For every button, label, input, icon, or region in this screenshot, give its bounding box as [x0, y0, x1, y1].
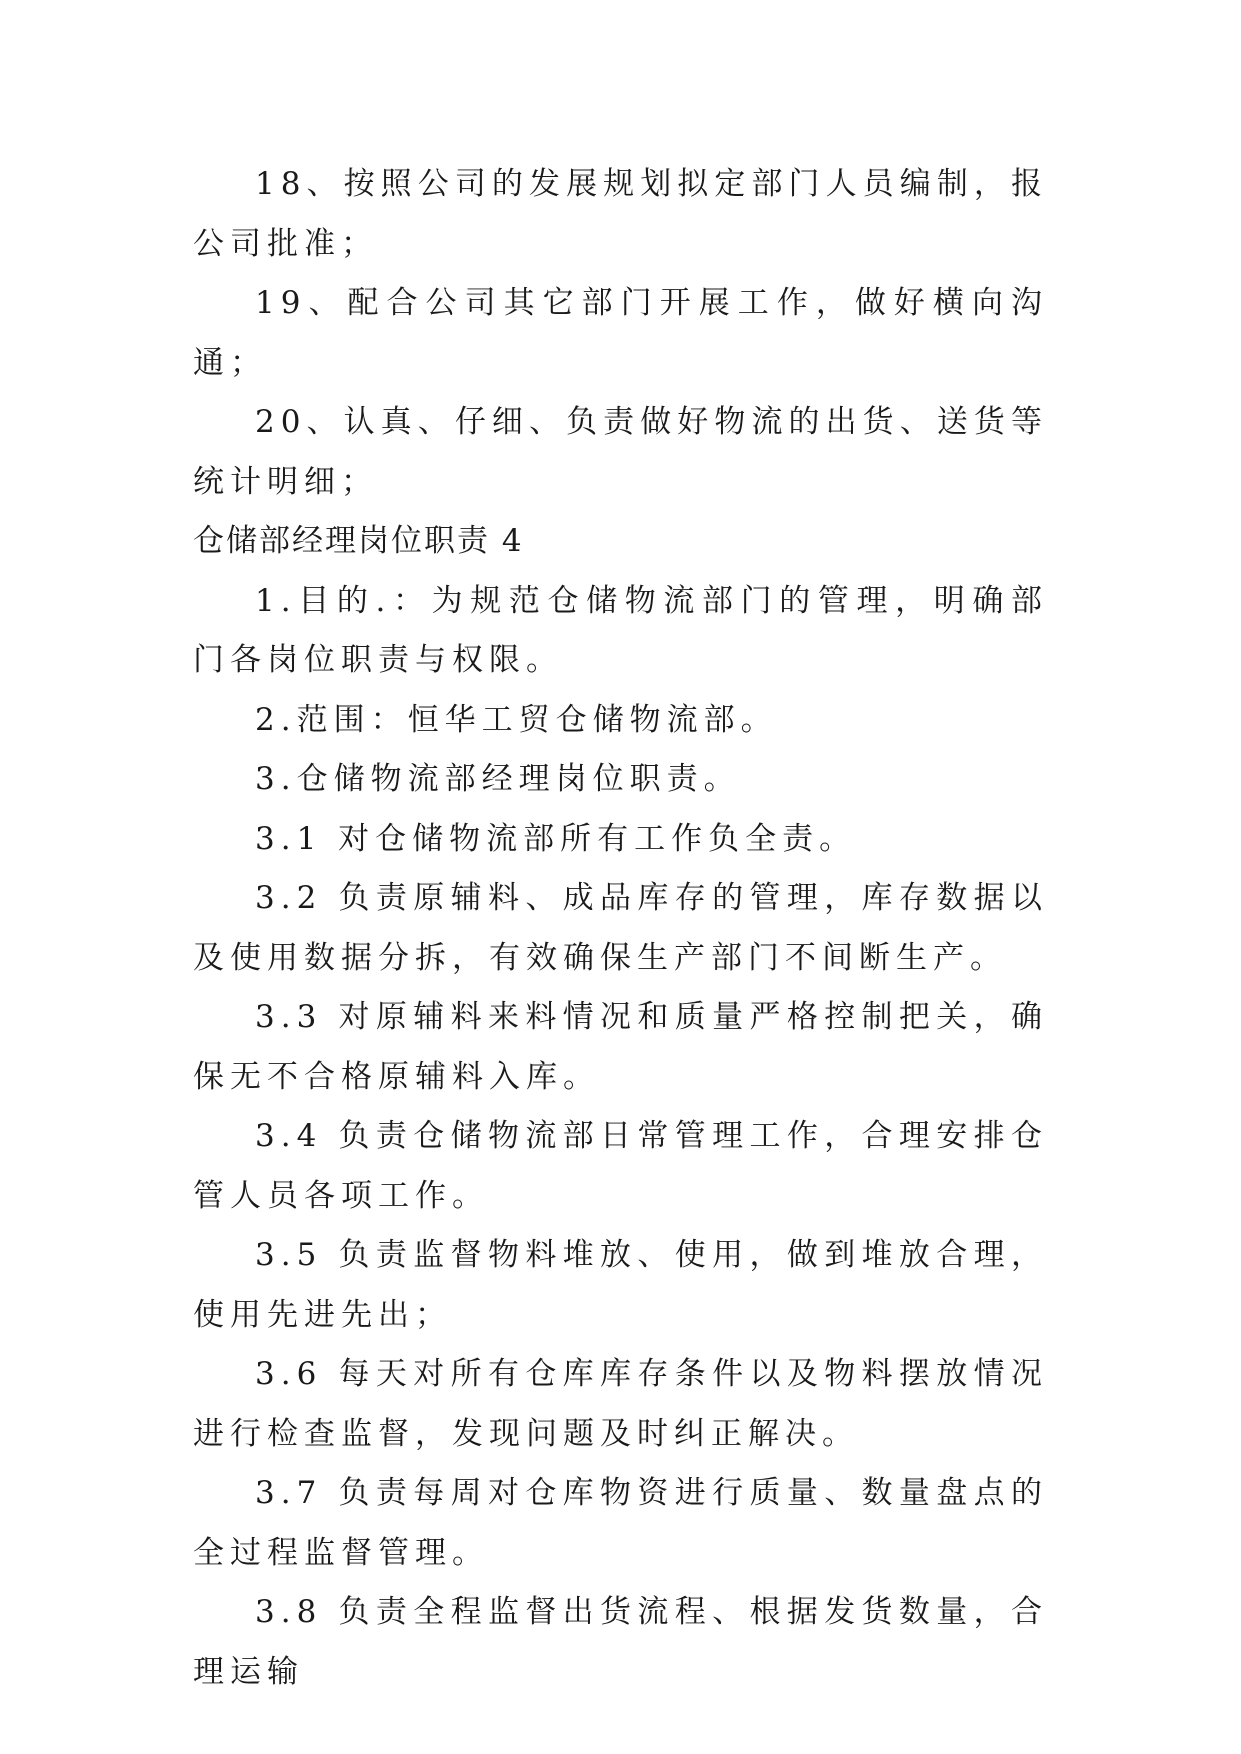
paragraph-3-8: 3.8 负责全程监督出货流程、根据发货数量，合理运输 [193, 1594, 1048, 1690]
paragraph-20: 20、认真、仔细、负责做好物流的出货、送货等统计明细； [193, 404, 1048, 500]
paragraph-3-1: 3.1 对仓储物流部所有工作负全责。 [255, 820, 857, 857]
paragraph-19: 19、配合公司其它部门开展工作，做好横向沟通； [193, 285, 1048, 381]
paragraph-3-6: 3.6 每天对所有仓库库存条件以及物料摆放情况进行检查监督，发现问题及时纠正解决。 [193, 1356, 1048, 1452]
paragraph-purpose: 1.目的.：为规范仓储物流部门的管理，明确部门各岗位职责与权限。 [193, 582, 1048, 678]
paragraph-duties-title: 3.仓储物流部经理岗位职责。 [255, 761, 741, 797]
paragraph-3-4: 3.4 负责仓储物流部日常管理工作，合理安排仓管人员各项工作。 [193, 1118, 1048, 1214]
paragraph-3-5: 3.5 负责监督物料堆放、使用，做到堆放合理，使用先进先出； [193, 1237, 1048, 1333]
paragraph-3-3: 3.3 对原辅料来料情况和质量严格控制把关，确保无不合格原辅料入库。 [193, 999, 1048, 1095]
section-heading: 仓储部经理岗位职责 4 [193, 523, 524, 559]
document-body [193, 155, 1048, 1702]
paragraph-18: 18、按照公司的发展规划拟定部门人员编制，报公司批准； [193, 166, 1048, 262]
paragraph-3-7: 3.7 负责每周对仓库物资进行质量、数量盘点的全过程监督管理。 [193, 1475, 1048, 1571]
paragraph-3-2: 3.2 负责原辅料、成品库存的管理，库存数据以及使用数据分拆，有效确保生产部门不间断生产。 [193, 880, 1048, 976]
paragraph-scope: 2.范围：恒华工贸仓储物流部。 [255, 701, 778, 738]
